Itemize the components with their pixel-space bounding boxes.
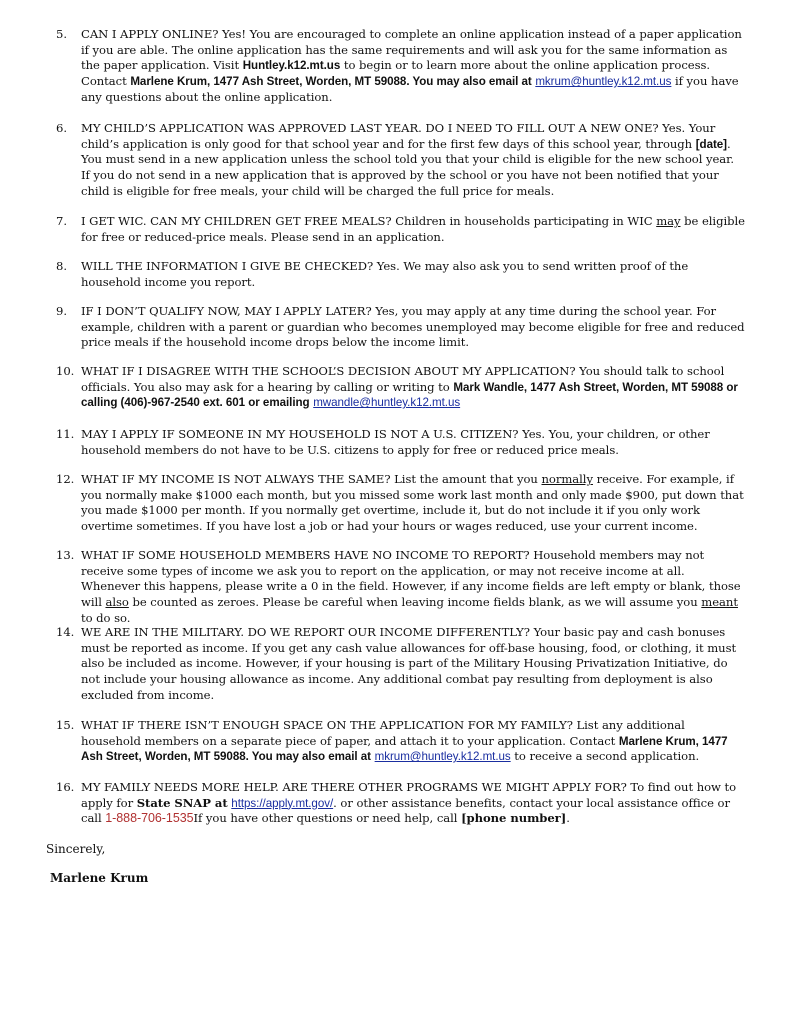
contact-info: Marlene Krum, 1477 Ash Street, Worden, MT 59088. You may also email at [130, 75, 532, 89]
faq-item-14 [56, 625, 746, 704]
item-number: 13. [56, 548, 75, 562]
item-number: 12. [56, 472, 75, 486]
question: MAY I APPLY IF SOMEONE IN MY HOUSEHOLD IS NOT A U.S. CITIZEN? [81, 427, 519, 441]
item-number: 15. [56, 718, 75, 732]
answer-text: . or other assistance benefits, contact your local assistance office or call [81, 795, 730, 826]
snap-link[interactable]: https://apply.mt.gov/ [231, 796, 334, 810]
answer-text: To find out how to apply for [81, 780, 737, 810]
question: WHAT IF SOME HOUSEHOLD MEMBERS HAVE NO INCOME TO REPORT? [81, 548, 530, 562]
faq-item-10 [56, 364, 746, 411]
answer-text: to do so. [81, 610, 131, 625]
answer-text: Yes. You, your children, or other household members do not have to be U.S. citizens to apply for free or reduced price meals. [81, 427, 710, 457]
answer-text: Yes! You are encouraged to complete an online application instead of a paper application if you are able. The online application has the same requirements and will ask you for the same information as the paper application. Visit [81, 27, 742, 73]
closing: Sincerely, [46, 842, 106, 856]
question: WHAT IF I DISAGREE WITH THE SCHOOL’S DECISION ABOUT MY APPLICATION? [81, 364, 576, 378]
question: WE ARE IN THE MILITARY. DO WE REPORT OUR INCOME DIFFERENTLY? [81, 625, 530, 639]
emphasis-meant: meant [701, 595, 738, 610]
answer-text: You should talk to school officials. You also may ask for a hearing by calling or writing to [81, 364, 725, 394]
answer-text: be counted as zeroes. Please be careful when leaving income fields blank, as we will assume you [128, 595, 702, 610]
answer-text: List the amount that you [390, 472, 542, 486]
faq-item-9 [56, 304, 746, 351]
answer-text: receive. For example, if you normally make $1000 each month, but you missed some work last month and only made $900, put down that you made $1000 per month. If you normally get overtime, include it, but do not include it if you only work overtime sometimes. If you have lost a job or had your hours or wages reduced, use your current income. [81, 472, 744, 534]
answer-text: be eligible for free or reduced-price meals. Please send in an application. [81, 214, 745, 244]
faq-item-12 [56, 472, 746, 535]
emphasis-normally: normally [541, 472, 593, 486]
answer-text: Household members may not receive some types of income we ask you to report on the application, or may not receive income at all. Whenever this happens, please write a 0 in the field. However, if any income fields are left empty or blank, those will [81, 548, 741, 610]
question: IF I DON’T QUALIFY NOW, MAY I APPLY LATER? [81, 304, 372, 318]
faq-item-6 [56, 121, 746, 200]
question: WILL THE INFORMATION I GIVE BE CHECKED? [81, 259, 374, 273]
answer-text: If you have other questions or need help, call [193, 811, 462, 826]
item-number: 8. [56, 259, 67, 273]
question: CAN I APPLY ONLINE? [81, 27, 219, 41]
answer-text: to receive a second application. [510, 749, 700, 764]
item-number: 11. [56, 427, 75, 441]
signature: Marlene Krum [50, 871, 149, 885]
item-number: 7. [56, 214, 67, 228]
emphasis-may: may [656, 214, 681, 228]
answer-text: Children in households participating in WIC [391, 214, 657, 228]
email-link[interactable]: mkrum@huntley.k12.mt.us [374, 750, 511, 764]
phone-number: 1-888-706-1535 [105, 811, 194, 826]
question: WHAT IF THERE ISN’T ENOUGH SPACE ON THE APPLICATION FOR MY FAMILY? [81, 718, 573, 732]
question: WHAT IF MY INCOME IS NOT ALWAYS THE SAME? [81, 472, 391, 486]
item-number: 14. [56, 625, 75, 639]
item-number: 10. [56, 364, 75, 378]
email-link[interactable]: mkrum@huntley.k12.mt.us [535, 75, 672, 89]
contact-info: Mark Wandle, 1477 Ash Street, Worden, MT 59088 or calling (406)-967-2540 ext. 601 or emailing [81, 380, 738, 410]
contact-info: Marlene Krum, 1477 Ash Street, Worden, MT 59088. You may also email at [81, 734, 728, 764]
answer-text: Yes, you may apply at any time during the school year. For example, children with a parent or guardian who becomes unemployed may become eligible for free and reduced price meals if the household income drops below the income limit. [81, 304, 745, 350]
faq-item-13 [56, 548, 746, 627]
question: MY FAMILY NEEDS MORE HELP. ARE THERE OTHER PROGRAMS WE MIGHT APPLY FOR? [81, 780, 627, 794]
faq-item-8 [56, 259, 746, 290]
faq-item-15 [56, 718, 746, 765]
phone-placeholder: [phone number] [461, 811, 567, 826]
item-number: 6. [56, 121, 67, 135]
item-number: 16. [56, 780, 75, 794]
answer-text: if you have any questions about the online application. [81, 74, 739, 104]
answer-text: List any additional household members on a separate piece of paper, and attach it to your application. Contact [81, 718, 685, 748]
answer-text: . You must send in a new application unless the school told you that your child is eligible for the new school year. If you do not send in a new application that is approved by the school or you have not been notified that your child is eligible for free meals, your child will be charged the full price for meals. [81, 136, 735, 198]
faq-item-7 [56, 214, 746, 245]
answer-text: Your basic pay and cash bonuses must be reported as income. If you get any cash value allowances for off-base housing, food, or clothing, it must also be included as income. However, if your housing is part of the Military Housing Privatization Initiative, do not include your housing allowance as income. Any additional combat pay resulting from deployment is also excluded from income. [81, 625, 737, 702]
emphasis-also: also [105, 595, 129, 610]
email-link[interactable]: mwandle@huntley.k12.mt.us [313, 396, 461, 410]
answer-text: Yes. Your child’s application is only good for that school year and for the first few days of this school year, through [81, 121, 716, 151]
date-placeholder: [date] [695, 137, 727, 151]
answer-text: to begin or to learn more about the online application process. Contact [81, 58, 711, 89]
faq-item-16 [56, 780, 746, 827]
answer-text: . [566, 811, 570, 826]
item-number: 5. [56, 27, 67, 41]
item-number: 9. [56, 304, 67, 318]
faq-item-11 [56, 427, 746, 458]
snap-label: State SNAP at [136, 795, 228, 810]
question: MY CHILD’S APPLICATION WAS APPROVED LAST YEAR. DO I NEED TO FILL OUT A NEW ONE? [81, 121, 659, 135]
website-name: Huntley.k12.mt.us [242, 59, 341, 73]
faq-item-5 [56, 27, 746, 106]
question: I GET WIC. CAN MY CHILDREN GET FREE MEALS? [81, 214, 392, 228]
answer-text: Yes. We may also ask you to send written proof of the household income you report. [81, 259, 689, 289]
